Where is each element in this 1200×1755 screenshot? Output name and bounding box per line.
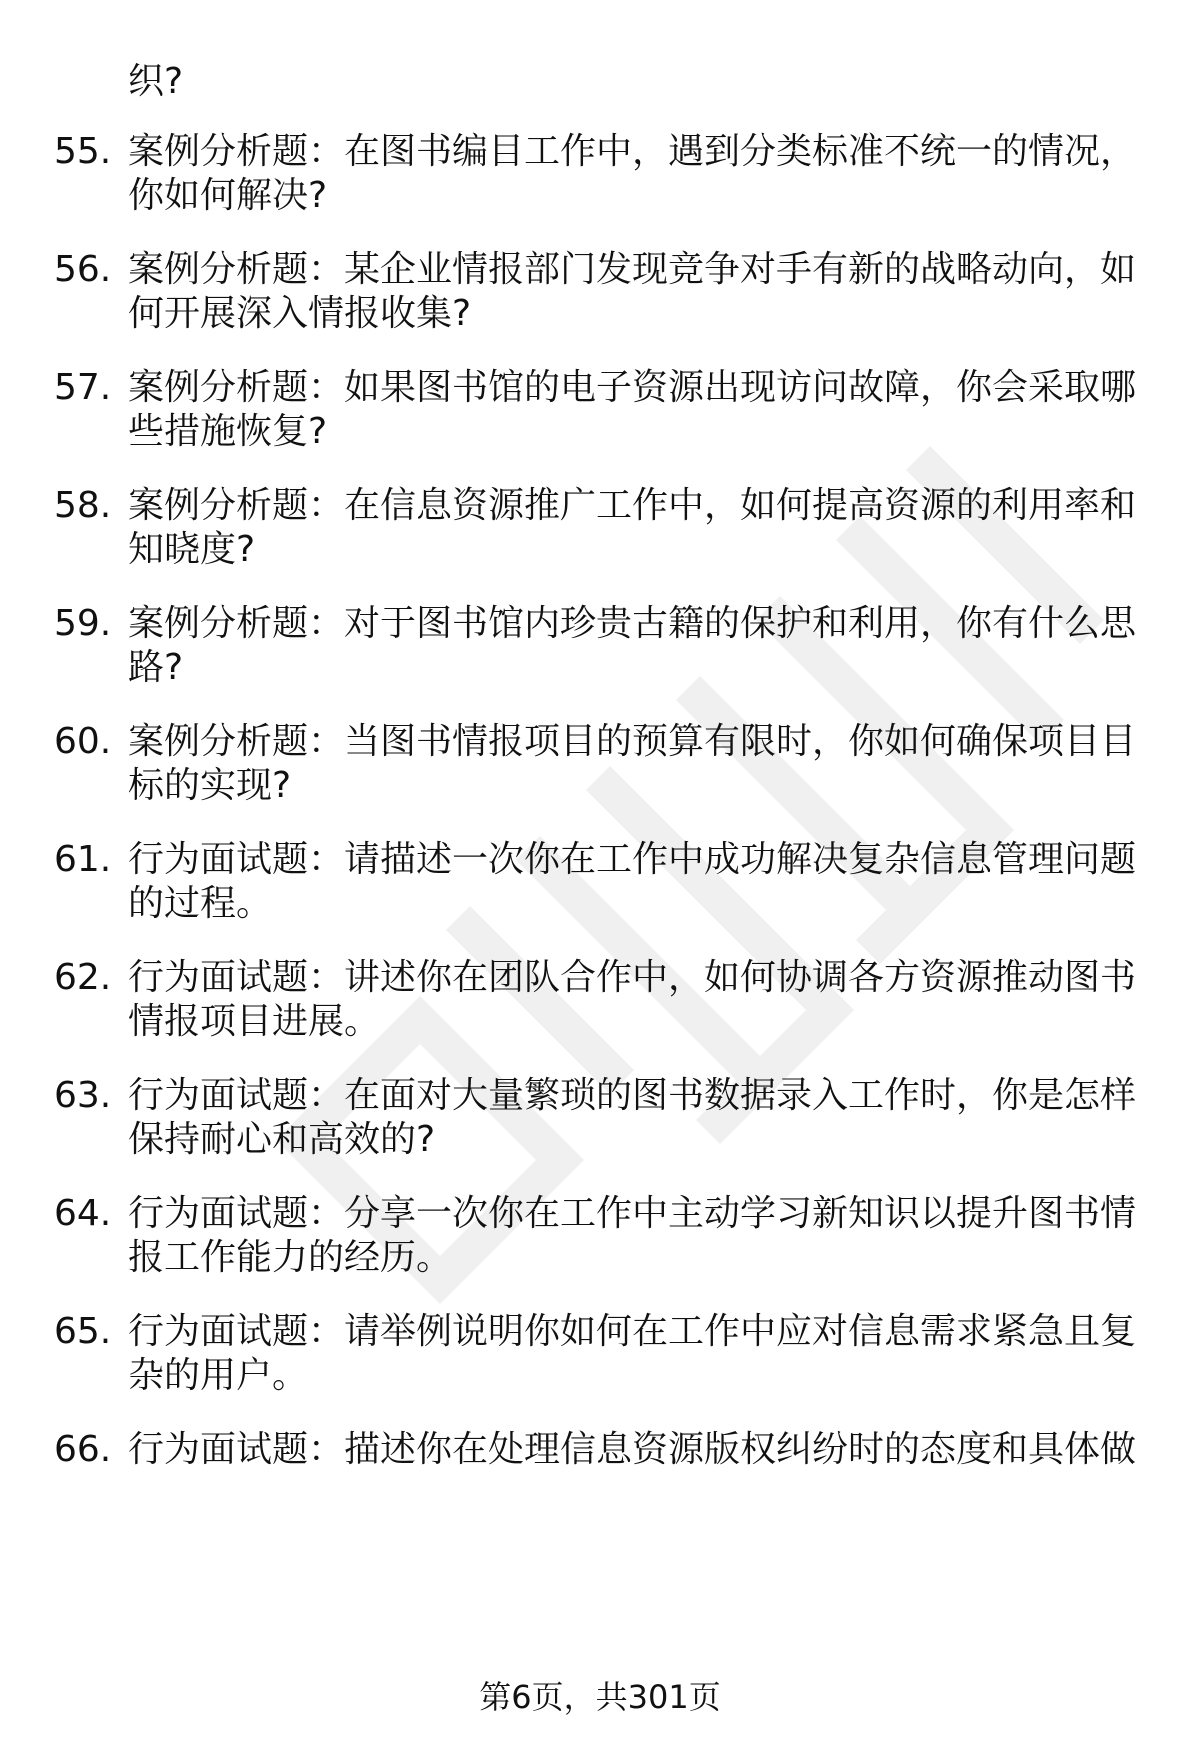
question-text-line: 的过程。 — [128, 883, 273, 924]
question-continuation-text: 织? — [128, 61, 184, 102]
question-text-line: 行为面试题：讲述你在团队合作中，如何协调各方资源推动图书 — [128, 957, 1137, 998]
question-text-line: 案例分析题：某企业情报部门发现竞争对手有新的战略动向，如 — [128, 249, 1137, 290]
question-text-line: 行为面试题：在面对大量繁琐的图书数据录入工作时，你是怎样 — [128, 1075, 1137, 1116]
question-text-line: 行为面试题：描述你在处理信息资源版权纠纷时的态度和具体做 — [128, 1429, 1137, 1470]
question-text-line: 案例分析题：如果图书馆的电子资源出现访问故障，你会采取哪 — [128, 367, 1137, 408]
question-number: 65. — [54, 1311, 112, 1352]
question-number: 56. — [54, 249, 112, 290]
question-number: 64. — [54, 1193, 112, 1234]
question-number: 66. — [54, 1429, 112, 1470]
question-number: 62. — [54, 957, 112, 998]
question-text-line: 行为面试题：请举例说明你如何在工作中应对信息需求紧急且复 — [128, 1311, 1137, 1352]
question-number: 55. — [54, 131, 112, 172]
question-number: 63. — [54, 1075, 112, 1116]
question-text-line: 行为面试题：请描述一次你在工作中成功解决复杂信息管理问题 — [128, 839, 1137, 880]
question-text-line: 案例分析题：当图书情报项目的预算有限时，你如何确保项目目 — [128, 721, 1137, 762]
question-text-line: 路? — [128, 647, 184, 688]
question-number: 58. — [54, 485, 112, 526]
question-text-line: 知晓度? — [128, 529, 256, 570]
question-text-line: 报工作能力的经历。 — [128, 1237, 453, 1278]
question-number: 61. — [54, 839, 112, 880]
question-text-line: 标的实现? — [128, 765, 292, 806]
question-text-line: 你如何解决? — [128, 175, 328, 216]
question-text-line: 案例分析题：在信息资源推广工作中，如何提高资源的利用率和 — [128, 485, 1137, 526]
question-text-line: 些措施恢复? — [128, 411, 328, 452]
question-text-line: 案例分析题：对于图书馆内珍贵古籍的保护和利用，你有什么思 — [128, 603, 1137, 644]
question-text-line: 保持耐心和高效的? — [128, 1119, 436, 1160]
question-text-line: 情报项目进展。 — [128, 1001, 381, 1042]
question-number: 60. — [54, 721, 112, 762]
page-footer: 第6页，共301页 — [479, 1678, 721, 1716]
question-number: 59. — [54, 603, 112, 644]
question-number: 57. — [54, 367, 112, 408]
question-text-line: 案例分析题：在图书编目工作中，遇到分类标准不统一的情况， — [128, 131, 1137, 172]
question-text-line: 何开展深入情报收集? — [128, 293, 472, 334]
question-text-line: 杂的用户。 — [128, 1355, 309, 1396]
question-text-line: 行为面试题：分享一次你在工作中主动学习新知识以提升图书情 — [128, 1193, 1137, 1234]
